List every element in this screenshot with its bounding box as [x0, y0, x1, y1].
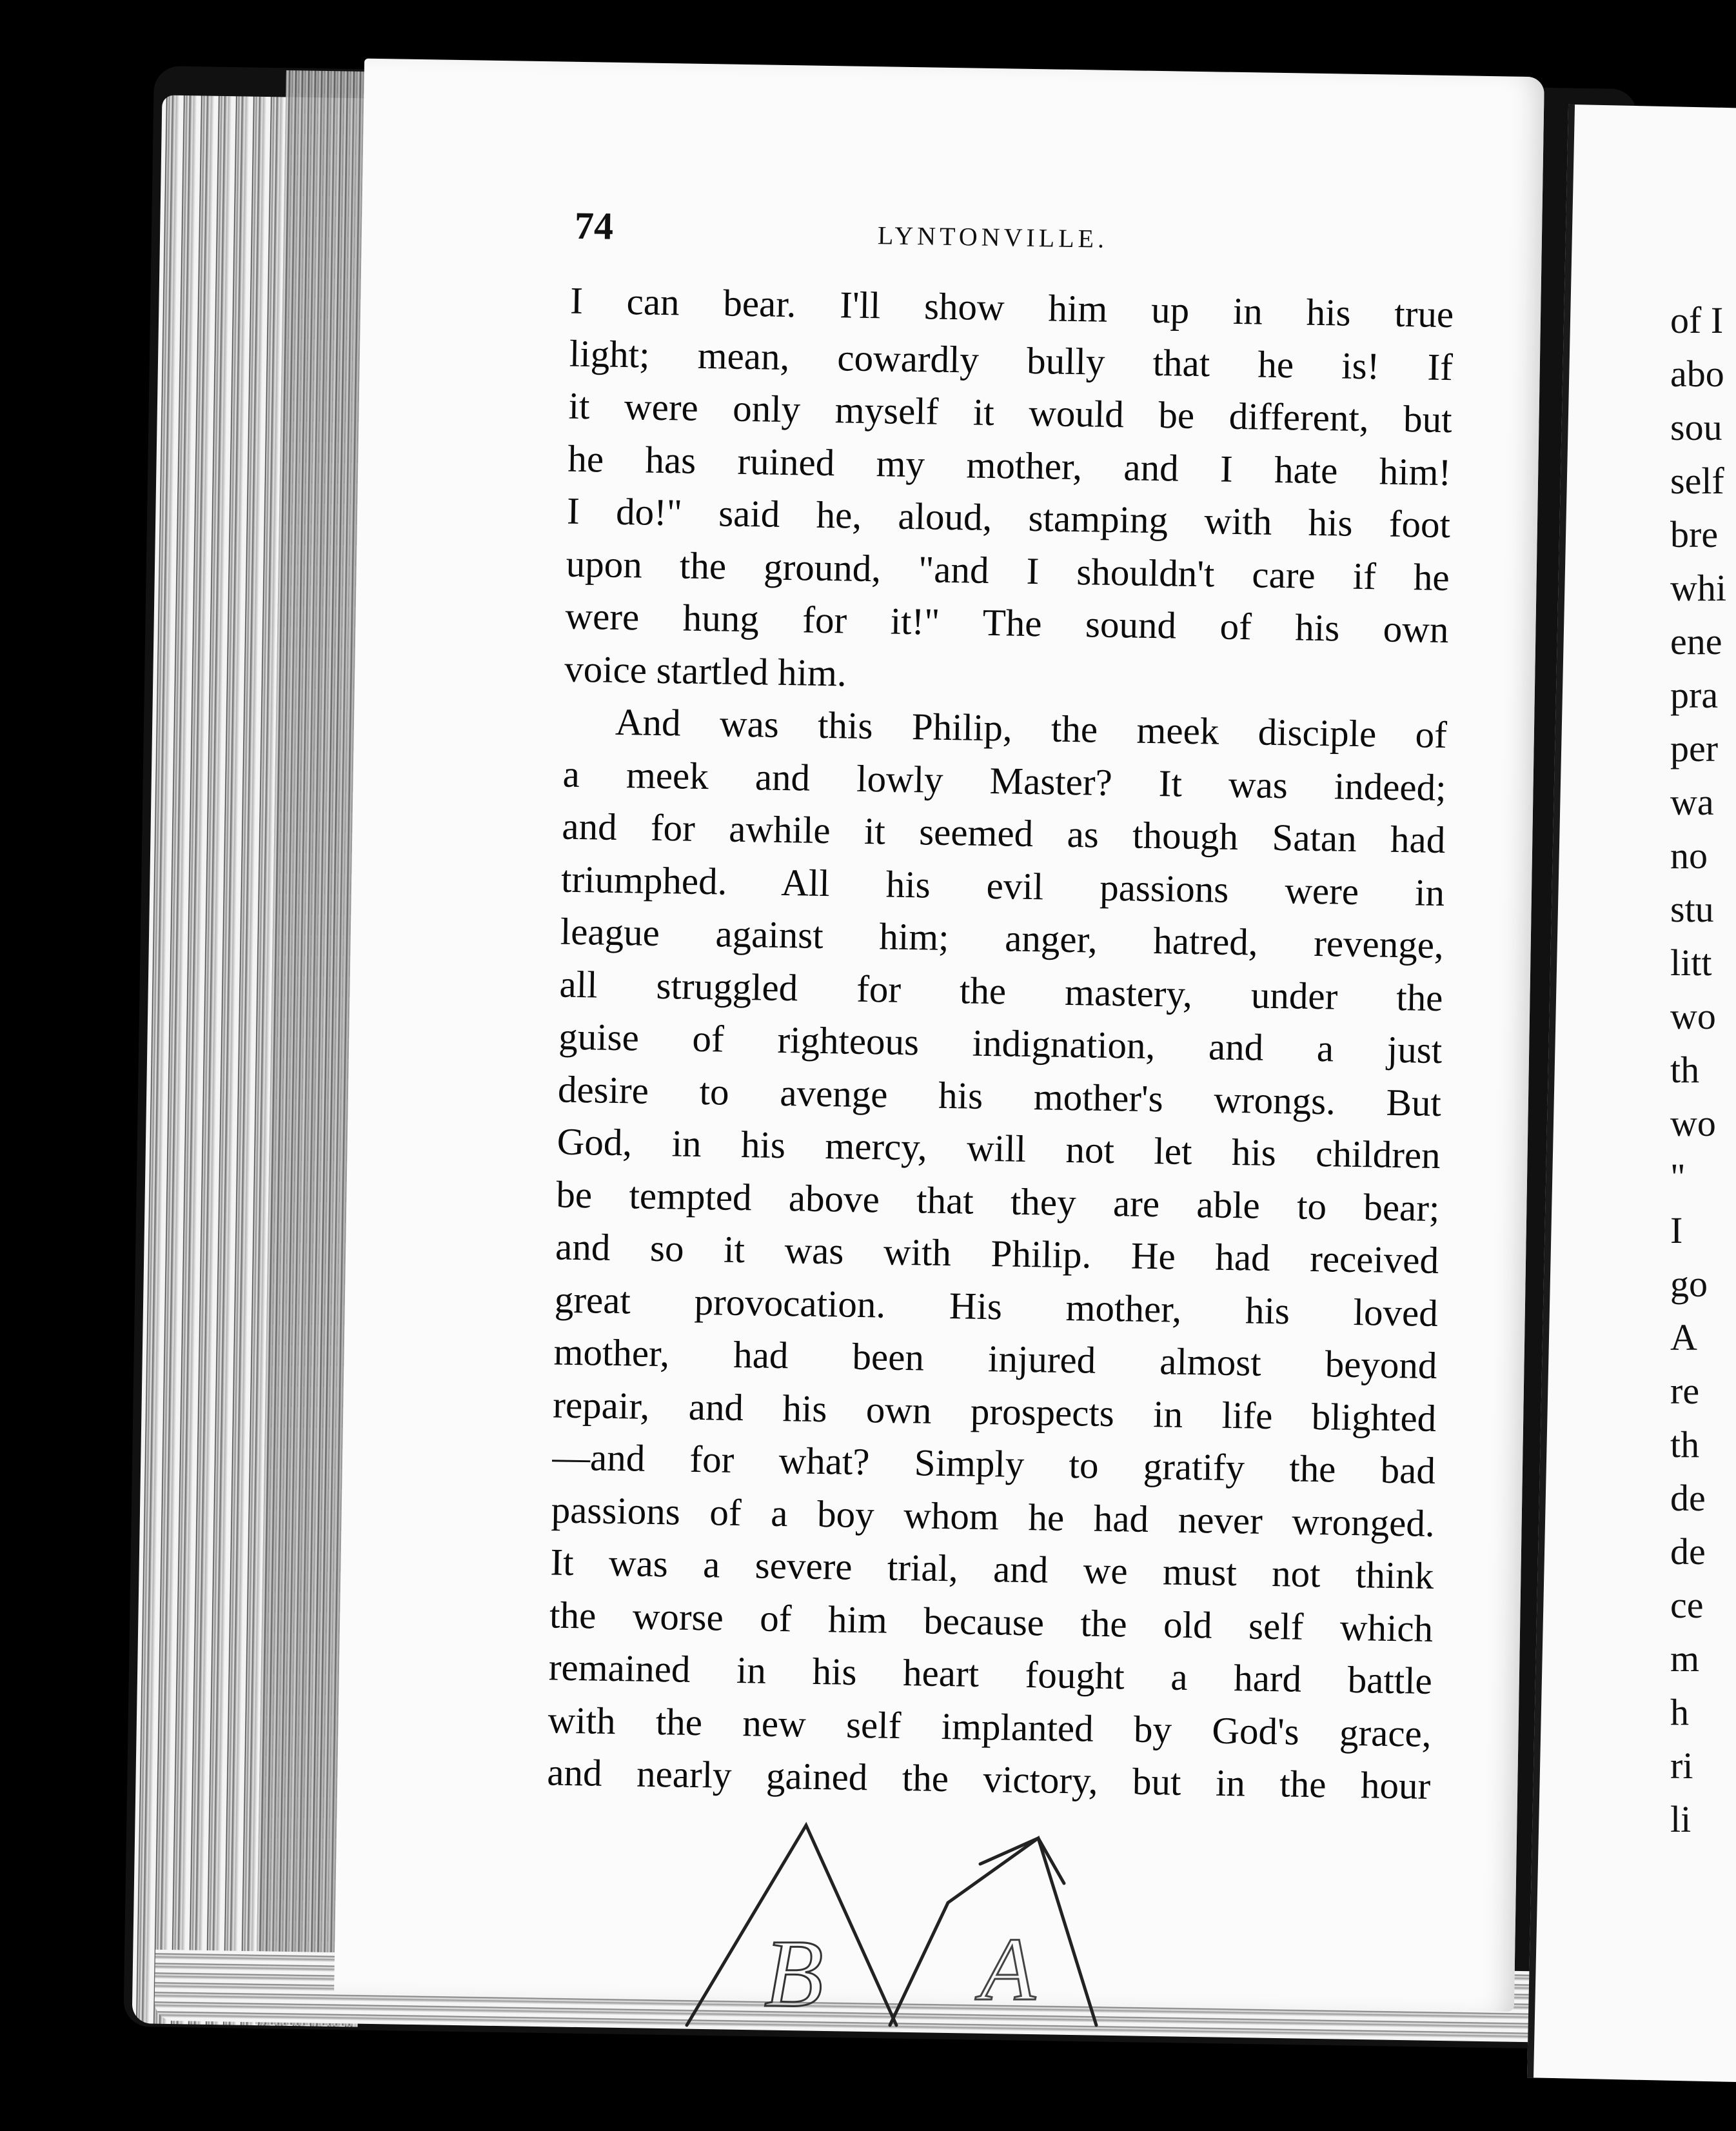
facing-page-fragment: wa	[1670, 781, 1714, 823]
pencil-letter-b: B	[764, 1920, 824, 2027]
facing-page-fragment: A	[1670, 1316, 1697, 1358]
facing-page-fragment: whi	[1670, 567, 1726, 609]
text-line: mother, had been injured almost beyond	[553, 1330, 1438, 1387]
body-text	[547, 275, 1454, 1813]
pencil-letter-a: A	[980, 1919, 1036, 2019]
text-line: I can bear. I'll show him up in his true	[569, 279, 1454, 336]
running-head	[574, 204, 1477, 276]
facing-page-fragment: wo	[1670, 995, 1716, 1037]
text-line: and so it was with Philip. He had received	[555, 1225, 1439, 1282]
text-line: guise of righteous indignation, and a just	[558, 1015, 1443, 1072]
facing-page-fragment: ri	[1670, 1745, 1693, 1787]
pencil-annotation	[677, 1812, 1141, 2057]
text-line: he has ruined my mother, and I hate him!	[567, 437, 1452, 493]
facing-page-fragment: de	[1670, 1477, 1706, 1519]
text-line: voice startled him.	[564, 647, 847, 694]
facing-page-fragment: th	[1670, 1423, 1700, 1465]
facing-page-fragment: stu	[1670, 888, 1714, 930]
facing-page-fragment: ce	[1670, 1584, 1704, 1626]
facing-page-fragment: m	[1670, 1638, 1700, 1680]
text-line: league against him; anger, hatred, revenge,	[560, 909, 1445, 967]
facing-page-fragment: "	[1670, 1156, 1686, 1198]
facing-page-fragment: go	[1670, 1263, 1708, 1305]
facing-page-text	[1670, 293, 1736, 1846]
facing-page-fragment: litt	[1670, 942, 1712, 984]
facing-page-fragment: bre	[1670, 513, 1719, 555]
facing-page-fragment: wo	[1670, 1102, 1716, 1144]
facing-page-fragment: of I	[1670, 299, 1724, 341]
text-line: desire to avenge his mother's wrongs. But	[557, 1067, 1442, 1124]
text-line: upon the ground, "and I shouldn't care if he	[566, 542, 1450, 599]
text-line: God, in his mercy, will not let his children	[557, 1120, 1441, 1177]
text-line: It was a severe trial, and we must not think	[550, 1540, 1434, 1597]
text-line: and for awhile it seemed as though Satan had	[561, 804, 1446, 862]
text-line: and nearly gained the victory, but in the hour	[546, 1750, 1431, 1807]
text-line: triumphed. All his evil passions were in	[560, 857, 1445, 914]
text-line: were hung for it!" The sound of his own	[565, 594, 1449, 651]
text-line: a meek and lowly Master? It was indeed;	[562, 752, 1447, 809]
text-line: with the new self implanted by God's grace,	[547, 1698, 1432, 1755]
text-line: —and for what? Simply to gratify the bad	[551, 1435, 1436, 1492]
text-line: be tempted above that they are able to bear;	[555, 1173, 1440, 1229]
facing-page-fragment: abo	[1670, 353, 1724, 395]
text-line: passions of a boy whom he had never wronged.	[551, 1487, 1435, 1545]
text-line: all struggled for the mastery, under the	[559, 962, 1443, 1019]
running-title: LYNTONVILLE.	[877, 221, 1109, 253]
text-line: great provocation. His mother, his loved	[554, 1278, 1439, 1334]
facing-page-fragment: th	[1670, 1049, 1700, 1091]
text-line: remained in his heart fought a hard battle	[548, 1645, 1433, 1702]
text-line: And was this Philip, the meek disciple of	[615, 700, 1448, 757]
facing-page-fragment: ene	[1670, 620, 1722, 662]
facing-page-fragment: re	[1670, 1370, 1700, 1412]
text-line: light; mean, cowardly bully that he is! If	[569, 332, 1454, 388]
facing-page-fragment: no	[1670, 835, 1708, 877]
facing-page-fragment: li	[1670, 1798, 1692, 1840]
facing-page-fragment: pra	[1670, 674, 1719, 716]
facing-page-fragment: I	[1670, 1209, 1683, 1251]
page-number: 74	[574, 204, 614, 248]
facing-page-fragment: h	[1670, 1691, 1689, 1733]
left-page	[334, 59, 1544, 2012]
facing-page-fragment: per	[1670, 728, 1719, 769]
facing-page-fragment: self	[1670, 460, 1724, 502]
facing-page-fragment: de	[1670, 1531, 1706, 1572]
facing-page-fragment: sou	[1670, 406, 1722, 448]
text-line: I do!" said he, aloud, stamping with his foot	[566, 489, 1451, 546]
text-line: it were only myself it would be different, but	[568, 384, 1453, 441]
text-line: the worse of him because the old self which	[549, 1592, 1434, 1650]
text-line: repair, and his own prospects in life blighted	[552, 1382, 1437, 1440]
